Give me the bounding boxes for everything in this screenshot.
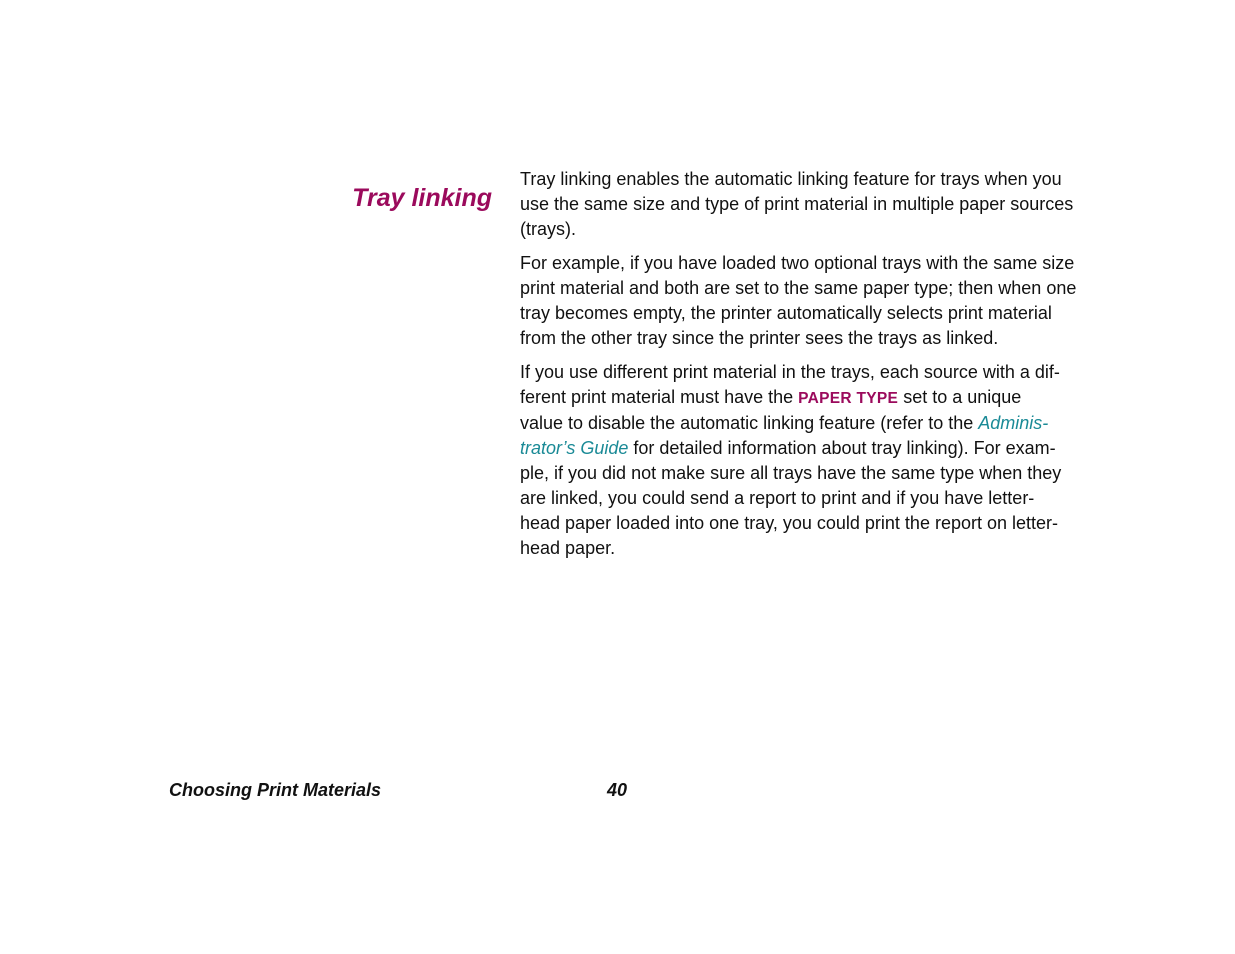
paragraph-text: head paper loaded into one tray, you could print the report on letter- [520,513,1059,533]
paragraph-example: For example, if you have loaded two optional trays with the same size print material and both are set to the same paper type; then when one tray becomes empty, the printer automatically selects print material from the other tray since the printer sees the trays as linked. [520,253,1077,348]
footer-chapter-title: Choosing Print Materials [169,780,382,800]
footer-page-number: 40 [607,780,628,800]
paragraph-text: head paper. [520,538,616,558]
paragraph-text: are linked, you could send a report to print and if you have letter- [520,488,1035,508]
paragraph-text: ferent print material must have the [520,387,799,407]
paragraph-text: for detailed information about tray linking). For exam- [628,438,1056,458]
paragraph-text: value to disable the automatic linking feature (refer to the [520,413,979,433]
guide-link-part1[interactable]: Adminis- [978,413,1049,433]
section-heading: Tray linking [352,183,492,212]
paragraph-text: If you use different print material in the trays, each source with a dif- [520,362,1060,382]
paper-type-keyword: PAPER TYPE [798,390,899,407]
paragraph-intro: Tray linking enables the automatic linking feature for trays when you use the same size and type of print material in multiple paper sources (trays). [520,169,1074,239]
paragraph-text: set to a unique [898,387,1022,407]
paragraph-different-material [520,360,1084,561]
section-body [520,167,1084,570]
paragraph-text: ple, if you did not make sure all trays have the same type when they [520,463,1062,483]
guide-link-part2[interactable]: trator’s Guide [520,438,629,458]
